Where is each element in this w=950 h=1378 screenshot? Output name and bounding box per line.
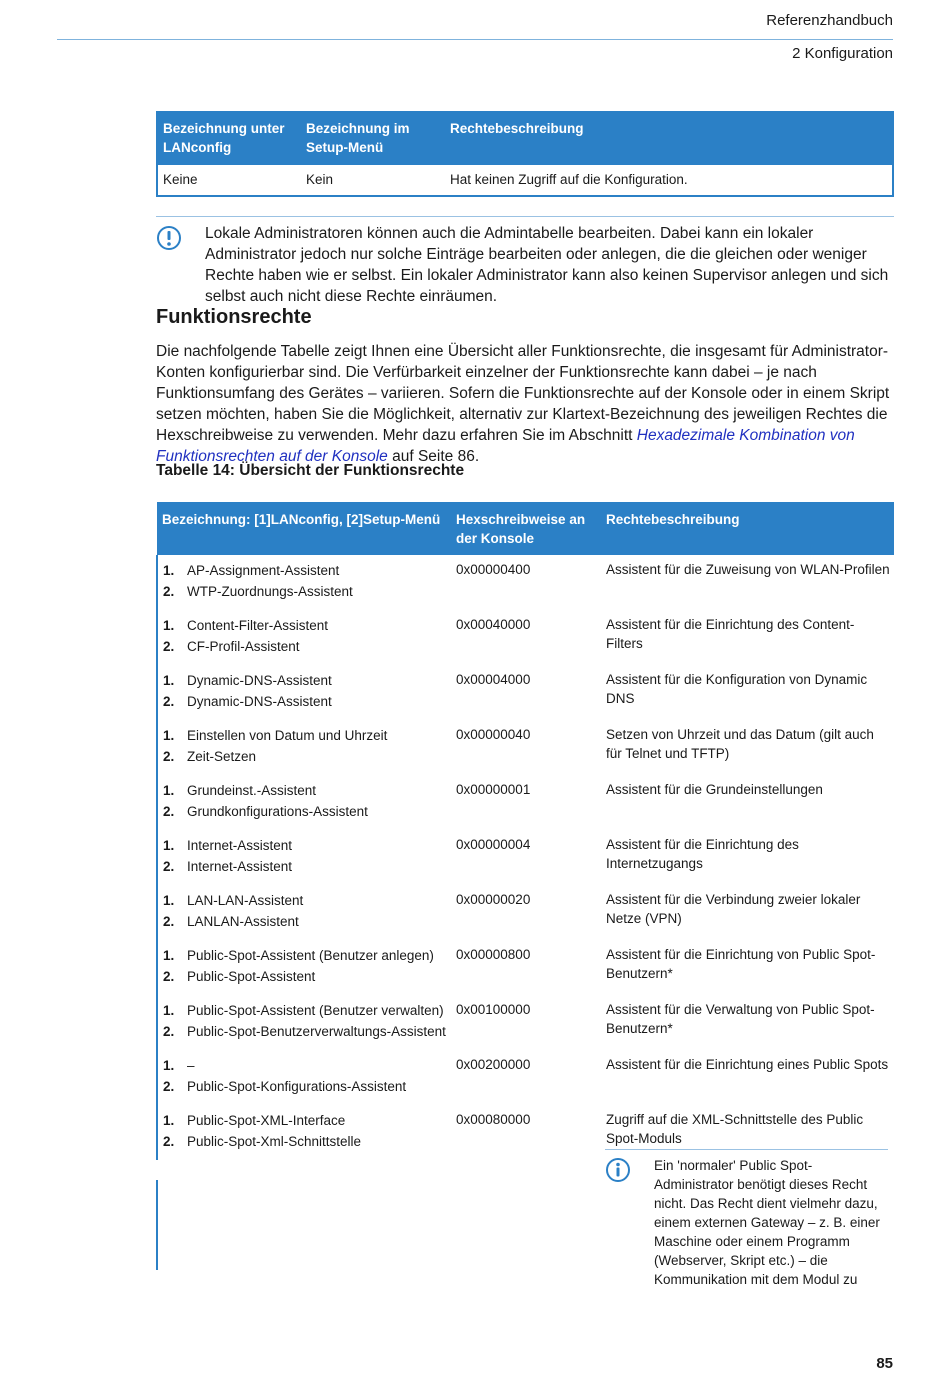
list-number: 2. (163, 749, 175, 764)
lanconfig-name (163, 1110, 447, 1131)
description-cell: Assistent für die Verbindung zweier lokaler Netze (VPN) (606, 892, 861, 926)
table-cell: Kein (301, 165, 445, 197)
table-row (157, 1050, 894, 1105)
table-row (157, 665, 894, 720)
name-text: – (187, 1058, 195, 1073)
list-number: 1. (163, 1003, 175, 1018)
hex-cell: 0x00100000 (456, 1002, 531, 1017)
warning-icon (156, 225, 182, 256)
name-cell (157, 885, 451, 940)
lanconfig-name (163, 835, 447, 856)
name-cell (157, 1105, 451, 1160)
name-text: LANLAN-Assistent (187, 914, 299, 929)
setup-menu-name (163, 691, 447, 712)
name-text: Zeit-Setzen (187, 749, 257, 764)
table-row (157, 610, 894, 665)
table-row (157, 940, 894, 995)
column-header: Bezeichnung im Setup-Menü (301, 112, 445, 165)
paragraph-text: Die nachfolgende Tabelle zeigt Ihnen eine Übersicht aller Funktionsrechte, die insgesamt für Administrator-Konten konfigurierbar sind. Die Verfürbarkeit einzelner der Funktionsrechte kann dabei – je nach Funktionsumfang des Gerätes – variieren. Sofern die Funktionsrechte auf der Konsole oder in einem Skript setzen möchten, haben Sie die Möglichkeit, alternativ zur Klartext-Bezeichnung des jeweiligen Rechtes die Hexschreibweise zu verwenden. Mehr dazu erfahren Sie im Abschnitt (156, 343, 890, 444)
rights-table (156, 502, 894, 1160)
name-text: Content-Filter-Assistent (187, 618, 329, 633)
description-cell: Setzen von Uhrzeit und das Datum (gilt auch für Telnet und TFTP) (606, 727, 874, 761)
page-number: 85 (876, 1355, 893, 1372)
description-cell: Assistent für die Grundeinstellungen (606, 782, 823, 797)
public-spot-note (605, 1149, 888, 1287)
lanconfig-name (163, 725, 447, 746)
setup-menu-name (163, 636, 447, 657)
description-cell: Assistent für die Zuweisung von WLAN-Profilen (606, 562, 890, 577)
name-text: Dynamic-DNS-Assistent (187, 694, 332, 709)
list-number: 1. (163, 838, 175, 853)
name-text: Grundkonfigurations-Assistent (187, 804, 368, 819)
lanconfig-name (163, 890, 447, 911)
lanconfig-name (163, 560, 447, 581)
list-number: 2. (163, 1134, 175, 1149)
hex-cell: 0x00000020 (456, 892, 531, 907)
list-number: 1. (163, 618, 175, 633)
list-number: 2. (163, 639, 175, 654)
table-row (157, 1105, 894, 1160)
setup-menu-name (163, 1021, 447, 1042)
cross-reference-link[interactable]: Hexadezimale Kombination von Funktionsrechten auf der Konsole (156, 427, 855, 465)
list-number: 2. (163, 859, 175, 874)
description-cell: Assistent für die Konfiguration von Dynamic DNS (606, 672, 868, 706)
name-text: Public-Spot-XML-Interface (187, 1113, 346, 1128)
setup-menu-name (163, 746, 447, 767)
name-cell (157, 555, 451, 610)
rights-table-top (156, 111, 894, 197)
table-cell: Keine (157, 165, 301, 197)
name-text: CF-Profil-Assistent (187, 639, 300, 654)
setup-menu-name (163, 801, 447, 822)
name-text: Public-Spot-Assistent (187, 969, 316, 984)
name-text: AP-Assignment-Assistent (187, 563, 340, 578)
list-number: 1. (163, 893, 175, 908)
list-number: 2. (163, 1024, 175, 1039)
list-number: 1. (163, 1113, 175, 1128)
name-text: Dynamic-DNS-Assistent (187, 673, 332, 688)
column-header: Rechtebeschreibung (445, 112, 893, 165)
name-cell (157, 665, 451, 720)
hex-cell: 0x00000001 (456, 782, 531, 797)
table-row (157, 555, 894, 610)
lanconfig-name (163, 780, 447, 801)
name-text: Public-Spot-Benutzerverwaltungs-Assistent (187, 1024, 446, 1039)
hex-cell: 0x00000800 (456, 947, 531, 962)
description-cell: Zugriff auf die XML-Schnittstelle des Public Spot-Moduls (606, 1112, 864, 1146)
list-number: 1. (163, 1058, 175, 1073)
name-cell (157, 720, 451, 775)
description-cell: Assistent für die Einrichtung des Internetzugangs (606, 837, 799, 871)
name-text: Grundeinst.-Assistent (187, 783, 317, 798)
setup-menu-name (163, 911, 447, 932)
column-header: Bezeichnung unter LANconfig (157, 112, 301, 165)
hex-cell: 0x00200000 (456, 1057, 531, 1072)
lanconfig-name (163, 1000, 447, 1021)
setup-menu-name (163, 1076, 447, 1097)
list-number: 2. (163, 914, 175, 929)
column-header: Rechtebeschreibung (601, 503, 894, 555)
admin-note (156, 216, 894, 305)
table-border (156, 1180, 158, 1270)
section-title: Funktionsrechte (156, 306, 312, 328)
lanconfig-name (163, 1055, 447, 1076)
lanconfig-name (163, 670, 447, 691)
list-number: 2. (163, 584, 175, 599)
name-cell (157, 995, 451, 1050)
table-header-row (157, 112, 893, 165)
table-row (157, 995, 894, 1050)
setup-menu-name (163, 581, 447, 602)
info-icon (605, 1157, 631, 1188)
table-row (157, 885, 894, 940)
name-cell (157, 940, 451, 995)
column-header: Hexschreibweise an der Konsole (451, 503, 601, 555)
list-number: 1. (163, 563, 175, 578)
setup-menu-name (163, 856, 447, 877)
name-cell (157, 1050, 451, 1105)
name-cell (157, 775, 451, 830)
table-row (157, 720, 894, 775)
table-row (157, 830, 894, 885)
running-header-chapter: 2 Konfiguration (792, 45, 893, 62)
list-number: 1. (163, 948, 175, 963)
header-divider (57, 39, 893, 40)
name-cell (157, 830, 451, 885)
name-text: Internet-Assistent (187, 838, 293, 853)
name-text: Public-Spot-Konfigurations-Assistent (187, 1079, 407, 1094)
list-number: 1. (163, 783, 175, 798)
hex-cell: 0x00004000 (456, 672, 531, 687)
list-number: 1. (163, 728, 175, 743)
hex-cell: 0x00000040 (456, 727, 531, 742)
name-text: Public-Spot-Assistent (Benutzer anlegen) (187, 948, 434, 963)
description-cell: Assistent für die Einrichtung eines Public Spots (606, 1057, 889, 1072)
hex-cell: 0x00000400 (456, 562, 531, 577)
lanconfig-name (163, 615, 447, 636)
name-text: Einstellen von Datum und Uhrzeit (187, 728, 388, 743)
hex-cell: 0x00000004 (456, 837, 531, 852)
list-number: 1. (163, 673, 175, 688)
table-row (157, 165, 893, 197)
list-number: 2. (163, 969, 175, 984)
description-cell: Assistent für die Einrichtung von Public Spot-Benutzern* (606, 947, 876, 981)
table-header-row (157, 503, 894, 555)
name-text: Internet-Assistent (187, 859, 293, 874)
column-header: Bezeichnung: [1]LANconfig, [2]Setup-Menü (157, 503, 451, 555)
list-number: 2. (163, 694, 175, 709)
setup-menu-name (163, 966, 447, 987)
section-paragraph (156, 341, 894, 467)
note-text: Ein 'normaler' Public Spot-Administrator benötigt dieses Recht nicht. Das Recht dient vielmehr dazu, einem externen Gateway – z. B. einer Maschine oder einem Programm (Webserver, Skript etc.) – die Kommunikation mit dem Modul zu (654, 1158, 880, 1287)
name-text: Public-Spot-Assistent (Benutzer verwalten) (187, 1003, 444, 1018)
lanconfig-name (163, 945, 447, 966)
list-number: 2. (163, 804, 175, 819)
description-cell: Assistent für die Verwaltung von Public Spot-Benutzern* (606, 1002, 875, 1036)
list-number: 2. (163, 1079, 175, 1094)
name-cell (157, 610, 451, 665)
description-cell: Assistent für die Einrichtung des Content-Filters (606, 617, 855, 651)
name-text: WTP-Zuordnungs-Assistent (187, 584, 353, 599)
table-row (157, 775, 894, 830)
table-caption: Tabelle 14: Übersicht der Funktionsrechte (156, 462, 465, 479)
table-cell: Hat keinen Zugriff auf die Konfiguration. (445, 165, 893, 197)
hex-cell: 0x00080000 (456, 1112, 531, 1127)
name-text: Public-Spot-Xml-Schnittstelle (187, 1134, 362, 1149)
setup-menu-name (163, 1131, 447, 1152)
paragraph-text-end: auf Seite 86. (392, 448, 480, 465)
running-header-title: Referenzhandbuch (766, 12, 893, 29)
name-text: LAN-LAN-Assistent (187, 893, 304, 908)
note-text: Lokale Administratoren können auch die Admintabelle bearbeiten. Dabei kann ein lokaler Administrator jedoch nur solche Einträge bearbeiten oder anlegen, die die gleichen oder weniger Rechte haben wie er selbst. Ein lokaler Administrator kann also keinen Supervisor anlegen und sich selbst auch nicht diese Rechte einräumen. (205, 225, 889, 305)
hex-cell: 0x00040000 (456, 617, 531, 632)
